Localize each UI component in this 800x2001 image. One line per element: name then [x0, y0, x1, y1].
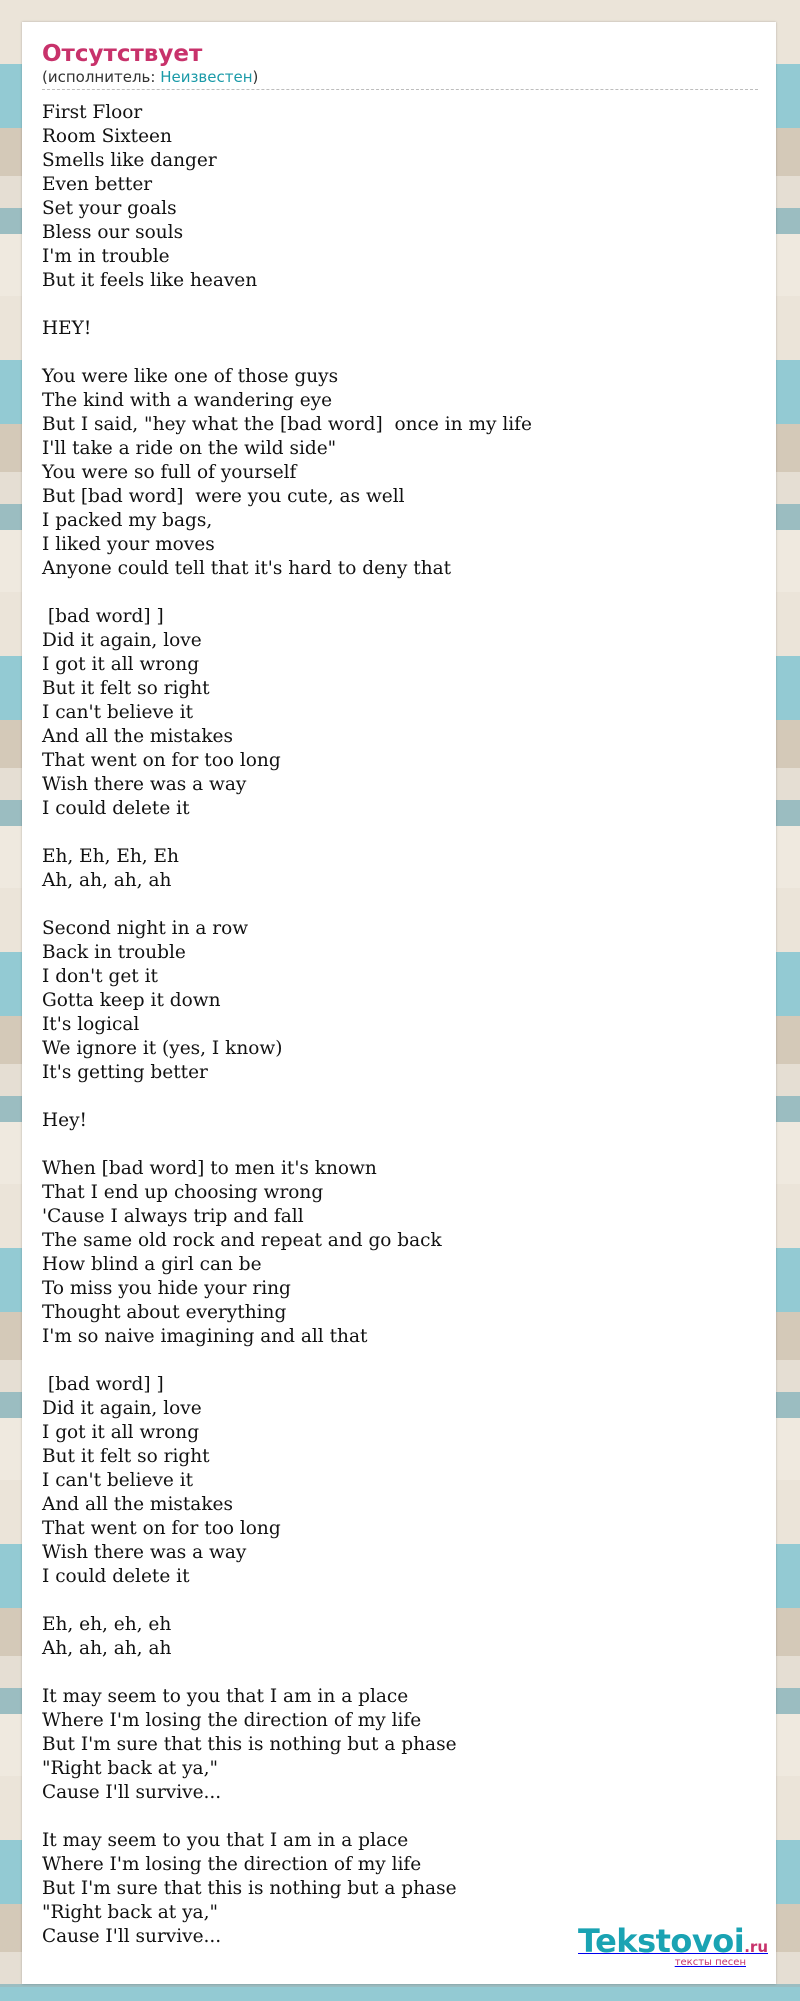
lyric-line: 'Cause I always trip and fall: [42, 1206, 304, 1227]
lyric-line: But I'm sure that this is nothing but a phase: [42, 1878, 457, 1899]
lyric-line: Eh, Eh, Eh, Eh: [42, 846, 179, 867]
lyrics-card: [22, 22, 776, 1984]
lyric-line: We ignore it (yes, I know): [42, 1038, 283, 1059]
lyric-line: I'm so naive imagining and all that: [42, 1326, 368, 1347]
lyric-line: Did it again, love: [42, 630, 202, 651]
lyric-line: But it felt so right: [42, 678, 210, 699]
lyric-line: It's getting better: [42, 1062, 208, 1083]
lyric-line: You were so full of yourself: [42, 462, 297, 483]
lyric-line: And all the mistakes: [42, 1494, 233, 1515]
lyric-line: [42, 1589, 758, 1613]
lyric-line: I got it all wrong: [42, 654, 200, 675]
lyric-line: Ah, ah, ah, ah: [42, 870, 172, 891]
lyric-line: When [bad word] to men it's known: [42, 1158, 377, 1179]
lyric-line: It's logical: [42, 1014, 140, 1035]
lyric-line: How blind a girl can be: [42, 1254, 262, 1275]
lyric-line: Eh, eh, eh, eh: [42, 1614, 172, 1635]
lyric-line: Thought about everything: [42, 1302, 287, 1323]
lyric-line: [42, 293, 758, 317]
lyric-line: Where I'm losing the direction of my life: [42, 1710, 422, 1731]
lyric-line: I liked your moves: [42, 534, 215, 555]
logo-tagline: тексты песен: [674, 1957, 746, 1968]
lyric-line: Wish there was a way: [42, 774, 247, 795]
lyric-line: I don't get it: [42, 966, 158, 987]
lyric-line: Anyone could tell that it's hard to deny that: [42, 558, 452, 579]
artist-link[interactable]: Неизвестен: [160, 68, 253, 86]
background-stripe-bottom: [0, 1987, 800, 2001]
lyric-line: I packed my bags,: [42, 510, 213, 531]
lyric-line: It may seem to you that I am in a place: [42, 1830, 409, 1851]
lyrics-text: [42, 101, 758, 1949]
lyric-line: [42, 1085, 758, 1109]
logo-wordmark: [578, 1924, 768, 1958]
lyric-line: Second night in a row: [42, 918, 249, 939]
lyric-line: Did it again, love: [42, 1398, 202, 1419]
lyric-line: That went on for too long: [42, 1518, 281, 1539]
lyric-line: To miss you hide your ring: [42, 1278, 291, 1299]
lyric-line: [bad word] ]: [42, 606, 164, 627]
artist-prefix: (исполнитель:: [42, 68, 161, 86]
lyric-line: Smells like danger: [42, 150, 217, 171]
lyric-line: "Right back at ya,": [42, 1758, 218, 1779]
lyric-line: It may seem to you that I am in a place: [42, 1686, 409, 1707]
lyric-line: Where I'm losing the direction of my life: [42, 1854, 422, 1875]
lyric-line: [bad word] ]: [42, 1374, 164, 1395]
lyric-line: I could delete it: [42, 1566, 190, 1587]
lyric-line: [42, 821, 758, 845]
site-logo[interactable]: [578, 1924, 768, 1968]
lyric-line: "Right back at ya,": [42, 1902, 218, 1923]
lyric-line: I got it all wrong: [42, 1422, 200, 1443]
lyric-line: [42, 1661, 758, 1685]
lyric-line: HEY!: [42, 318, 92, 339]
logo-main-text: Tekstovoi: [578, 1922, 745, 1960]
lyric-line: I'm in trouble: [42, 246, 170, 267]
lyric-line: That went on for too long: [42, 750, 281, 771]
lyric-line: Wish there was a way: [42, 1542, 247, 1563]
lyric-line: You were like one of those guys: [42, 366, 339, 387]
lyric-line: I can't believe it: [42, 1470, 194, 1491]
lyric-line: [42, 581, 758, 605]
song-title: Отсутствует: [42, 41, 203, 67]
lyric-line: [42, 1805, 758, 1829]
song-header: [42, 40, 758, 90]
lyric-line: Ah, ah, ah, ah: [42, 1638, 172, 1659]
lyric-line: Cause I'll survive...: [42, 1926, 222, 1947]
lyric-line: That I end up choosing wrong: [42, 1182, 324, 1203]
lyric-line: The kind with a wandering eye: [42, 390, 333, 411]
lyric-line: [42, 893, 758, 917]
lyric-line: But I said, "hey what the [bad word] once in my life: [42, 414, 532, 435]
lyric-line: Hey!: [42, 1110, 87, 1131]
lyric-line: But it feels like heaven: [42, 270, 258, 291]
lyric-line: [42, 1133, 758, 1157]
lyric-line: But it felt so right: [42, 1446, 210, 1467]
lyric-line: Back in trouble: [42, 942, 186, 963]
lyric-line: I could delete it: [42, 798, 190, 819]
lyric-line: Even better: [42, 174, 153, 195]
lyric-line: Room Sixteen: [42, 126, 172, 147]
lyric-line: But I'm sure that this is nothing but a phase: [42, 1734, 457, 1755]
lyric-line: The same old rock and repeat and go back: [42, 1230, 442, 1251]
artist-line: [42, 68, 758, 86]
lyric-line: But [bad word] were you cute, as well: [42, 486, 405, 507]
lyric-line: [42, 341, 758, 365]
lyric-line: Bless our souls: [42, 222, 184, 243]
lyric-line: Gotta keep it down: [42, 990, 221, 1011]
lyric-line: I can't believe it: [42, 702, 194, 723]
lyric-line: And all the mistakes: [42, 726, 233, 747]
lyric-line: I'll take a ride on the wild side": [42, 438, 337, 459]
lyric-line: [42, 1349, 758, 1373]
lyric-line: Set your goals: [42, 198, 177, 219]
lyric-line: First Floor: [42, 102, 143, 123]
artist-suffix: ): [252, 68, 259, 86]
lyric-line: Cause I'll survive...: [42, 1782, 222, 1803]
logo-tld-text: .ru: [744, 1938, 768, 1956]
